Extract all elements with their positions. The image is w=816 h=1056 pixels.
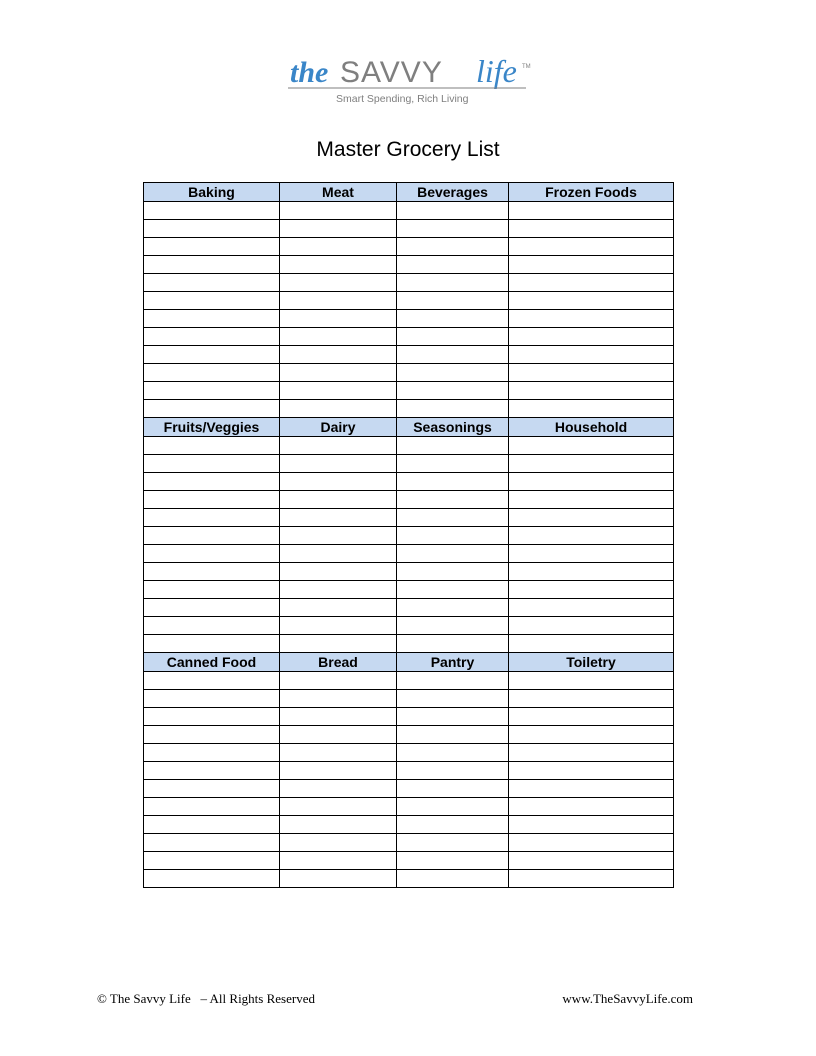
item-cell[interactable] (280, 238, 397, 256)
item-cell[interactable] (280, 527, 397, 545)
item-cell[interactable] (397, 617, 509, 635)
item-cell[interactable] (144, 382, 280, 400)
item-row (144, 798, 674, 816)
item-cell[interactable] (144, 256, 280, 274)
item-row (144, 491, 674, 509)
item-cell[interactable] (509, 491, 674, 509)
item-row (144, 744, 674, 762)
item-cell[interactable] (509, 310, 674, 328)
category-header: Frozen Foods (509, 183, 674, 202)
item-row (144, 238, 674, 256)
item-cell[interactable] (280, 455, 397, 473)
item-cell[interactable] (144, 599, 280, 617)
item-cell[interactable] (144, 292, 280, 310)
item-cell[interactable] (280, 256, 397, 274)
item-cell[interactable] (397, 527, 509, 545)
item-cell[interactable] (280, 202, 397, 220)
item-row (144, 635, 674, 653)
category-header: Canned Food (144, 653, 280, 672)
item-cell[interactable] (144, 690, 280, 708)
item-cell[interactable] (144, 708, 280, 726)
item-cell[interactable] (144, 726, 280, 744)
item-cell[interactable] (509, 834, 674, 852)
item-cell[interactable] (397, 364, 509, 382)
item-cell[interactable] (280, 364, 397, 382)
item-cell[interactable] (397, 708, 509, 726)
item-cell[interactable] (397, 672, 509, 690)
item-cell[interactable] (144, 617, 280, 635)
item-cell[interactable] (509, 382, 674, 400)
item-cell[interactable] (280, 382, 397, 400)
item-cell[interactable] (397, 780, 509, 798)
item-cell[interactable] (144, 400, 280, 418)
item-cell[interactable] (509, 437, 674, 455)
item-cell[interactable] (397, 545, 509, 563)
item-row (144, 382, 674, 400)
item-row (144, 870, 674, 888)
item-row (144, 563, 674, 581)
item-cell[interactable] (144, 744, 280, 762)
footer-copyright: © The Savvy Life – All Rights Reserved (97, 991, 315, 1006)
item-cell[interactable] (280, 726, 397, 744)
item-cell[interactable] (509, 473, 674, 491)
item-row (144, 292, 674, 310)
item-cell[interactable] (280, 870, 397, 888)
item-cell[interactable] (144, 635, 280, 653)
item-cell[interactable] (509, 726, 674, 744)
item-cell[interactable] (509, 328, 674, 346)
item-row (144, 672, 674, 690)
item-cell[interactable] (509, 364, 674, 382)
item-cell[interactable] (280, 346, 397, 364)
item-cell[interactable] (144, 202, 280, 220)
item-cell[interactable] (280, 274, 397, 292)
item-cell[interactable] (397, 238, 509, 256)
item-cell[interactable] (397, 762, 509, 780)
item-cell[interactable] (280, 328, 397, 346)
savvy-life-logo (288, 46, 533, 112)
item-row (144, 852, 674, 870)
item-cell[interactable] (509, 509, 674, 527)
item-cell[interactable] (144, 238, 280, 256)
category-header: Beverages (397, 183, 509, 202)
item-cell[interactable] (397, 852, 509, 870)
item-cell[interactable] (280, 220, 397, 238)
category-header: Meat (280, 183, 397, 202)
item-cell[interactable] (144, 328, 280, 346)
item-cell[interactable] (397, 798, 509, 816)
item-cell[interactable] (509, 870, 674, 888)
item-cell[interactable] (280, 599, 397, 617)
item-row (144, 816, 674, 834)
item-cell[interactable] (280, 491, 397, 509)
item-cell[interactable] (509, 708, 674, 726)
item-cell[interactable] (144, 509, 280, 527)
item-row (144, 581, 674, 599)
item-cell[interactable] (509, 563, 674, 581)
logo-word-savvy: SAVVY (340, 56, 443, 89)
logo-tagline: Smart Spending, Rich Living (336, 93, 469, 105)
item-row (144, 400, 674, 418)
item-cell[interactable] (397, 437, 509, 455)
item-cell[interactable] (397, 346, 509, 364)
item-cell[interactable] (509, 238, 674, 256)
item-cell[interactable] (144, 310, 280, 328)
item-cell[interactable] (509, 852, 674, 870)
item-cell[interactable] (509, 744, 674, 762)
item-cell[interactable] (397, 292, 509, 310)
item-row (144, 473, 674, 491)
item-cell[interactable] (509, 798, 674, 816)
item-cell[interactable] (144, 581, 280, 599)
item-cell[interactable] (280, 292, 397, 310)
page-title: Master Grocery List (316, 138, 500, 161)
item-cell[interactable] (509, 762, 674, 780)
logo-word-the: the (290, 56, 329, 89)
category-header: Bread (280, 653, 397, 672)
item-row (144, 310, 674, 328)
item-row (144, 364, 674, 382)
item-row (144, 690, 674, 708)
item-cell[interactable] (144, 780, 280, 798)
item-cell[interactable] (144, 527, 280, 545)
item-cell[interactable] (397, 310, 509, 328)
item-cell[interactable] (280, 762, 397, 780)
item-row (144, 509, 674, 527)
item-row (144, 455, 674, 473)
category-header: Pantry (397, 653, 509, 672)
item-cell[interactable] (280, 672, 397, 690)
item-row (144, 780, 674, 798)
item-cell[interactable] (144, 473, 280, 491)
item-cell[interactable] (397, 744, 509, 762)
item-cell[interactable] (509, 635, 674, 653)
item-cell[interactable] (144, 346, 280, 364)
item-cell[interactable] (280, 780, 397, 798)
item-row (144, 274, 674, 292)
item-cell[interactable] (280, 834, 397, 852)
item-cell[interactable] (280, 310, 397, 328)
item-cell[interactable] (509, 581, 674, 599)
item-row (144, 220, 674, 238)
category-header: Household (509, 418, 674, 437)
item-cell[interactable] (144, 762, 280, 780)
item-row (144, 599, 674, 617)
item-cell[interactable] (397, 256, 509, 274)
item-row (144, 527, 674, 545)
item-cell[interactable] (509, 816, 674, 834)
item-cell[interactable] (397, 563, 509, 581)
item-cell[interactable] (144, 816, 280, 834)
category-header: Baking (144, 183, 280, 202)
item-cell[interactable] (397, 509, 509, 527)
section-header-row (144, 653, 674, 672)
item-cell[interactable] (280, 473, 397, 491)
item-cell[interactable] (280, 563, 397, 581)
item-cell[interactable] (144, 545, 280, 563)
item-cell[interactable] (509, 527, 674, 545)
category-header: Dairy (280, 418, 397, 437)
item-cell[interactable] (509, 672, 674, 690)
item-cell[interactable] (509, 256, 674, 274)
item-cell[interactable] (509, 617, 674, 635)
item-cell[interactable] (397, 635, 509, 653)
item-cell[interactable] (280, 581, 397, 599)
item-cell[interactable] (509, 455, 674, 473)
item-cell[interactable] (144, 274, 280, 292)
item-cell[interactable] (509, 220, 674, 238)
item-cell[interactable] (509, 599, 674, 617)
item-cell[interactable] (280, 744, 397, 762)
item-row (144, 256, 674, 274)
item-cell[interactable] (397, 690, 509, 708)
item-cell[interactable] (280, 816, 397, 834)
item-cell[interactable] (280, 545, 397, 563)
item-cell[interactable] (397, 455, 509, 473)
item-cell[interactable] (509, 202, 674, 220)
item-cell[interactable] (144, 852, 280, 870)
item-row (144, 545, 674, 563)
item-cell[interactable] (509, 346, 674, 364)
logo-trademark: TM (522, 64, 531, 70)
item-cell[interactable] (509, 292, 674, 310)
item-cell[interactable] (280, 617, 397, 635)
logo-word-life: life (476, 53, 517, 89)
item-cell[interactable] (280, 798, 397, 816)
item-cell[interactable] (509, 690, 674, 708)
item-cell[interactable] (397, 202, 509, 220)
item-cell[interactable] (144, 220, 280, 238)
item-cell[interactable] (509, 545, 674, 563)
item-row (144, 202, 674, 220)
footer-website: www.TheSavvyLife.com (562, 991, 693, 1006)
section-header-row (144, 418, 674, 437)
item-cell[interactable] (509, 274, 674, 292)
item-cell[interactable] (144, 437, 280, 455)
item-cell[interactable] (144, 455, 280, 473)
item-row (144, 617, 674, 635)
item-cell[interactable] (397, 220, 509, 238)
item-row (144, 346, 674, 364)
item-cell[interactable] (144, 364, 280, 382)
item-cell[interactable] (280, 509, 397, 527)
item-row (144, 437, 674, 455)
item-cell[interactable] (397, 599, 509, 617)
item-cell[interactable] (397, 491, 509, 509)
item-row (144, 328, 674, 346)
item-cell[interactable] (397, 834, 509, 852)
item-cell[interactable] (397, 581, 509, 599)
item-cell[interactable] (397, 328, 509, 346)
item-row (144, 708, 674, 726)
grocery-table (143, 182, 674, 888)
item-row (144, 834, 674, 852)
item-cell[interactable] (144, 798, 280, 816)
item-cell[interactable] (397, 726, 509, 744)
item-row (144, 762, 674, 780)
item-cell[interactable] (397, 382, 509, 400)
item-cell[interactable] (397, 870, 509, 888)
item-cell[interactable] (280, 708, 397, 726)
category-header: Fruits/Veggies (144, 418, 280, 437)
item-cell[interactable] (280, 690, 397, 708)
item-cell[interactable] (144, 491, 280, 509)
item-cell[interactable] (509, 780, 674, 798)
item-cell[interactable] (280, 437, 397, 455)
item-cell[interactable] (397, 816, 509, 834)
item-cell[interactable] (397, 400, 509, 418)
item-cell[interactable] (397, 274, 509, 292)
item-cell[interactable] (144, 563, 280, 581)
item-row (144, 726, 674, 744)
item-cell[interactable] (397, 473, 509, 491)
category-header: Toiletry (509, 653, 674, 672)
item-cell[interactable] (280, 852, 397, 870)
item-cell[interactable] (144, 834, 280, 852)
item-cell[interactable] (144, 870, 280, 888)
item-cell[interactable] (280, 635, 397, 653)
item-cell[interactable] (144, 672, 280, 690)
category-header: Seasonings (397, 418, 509, 437)
item-cell[interactable] (280, 400, 397, 418)
section-header-row (144, 183, 674, 202)
item-cell[interactable] (509, 400, 674, 418)
